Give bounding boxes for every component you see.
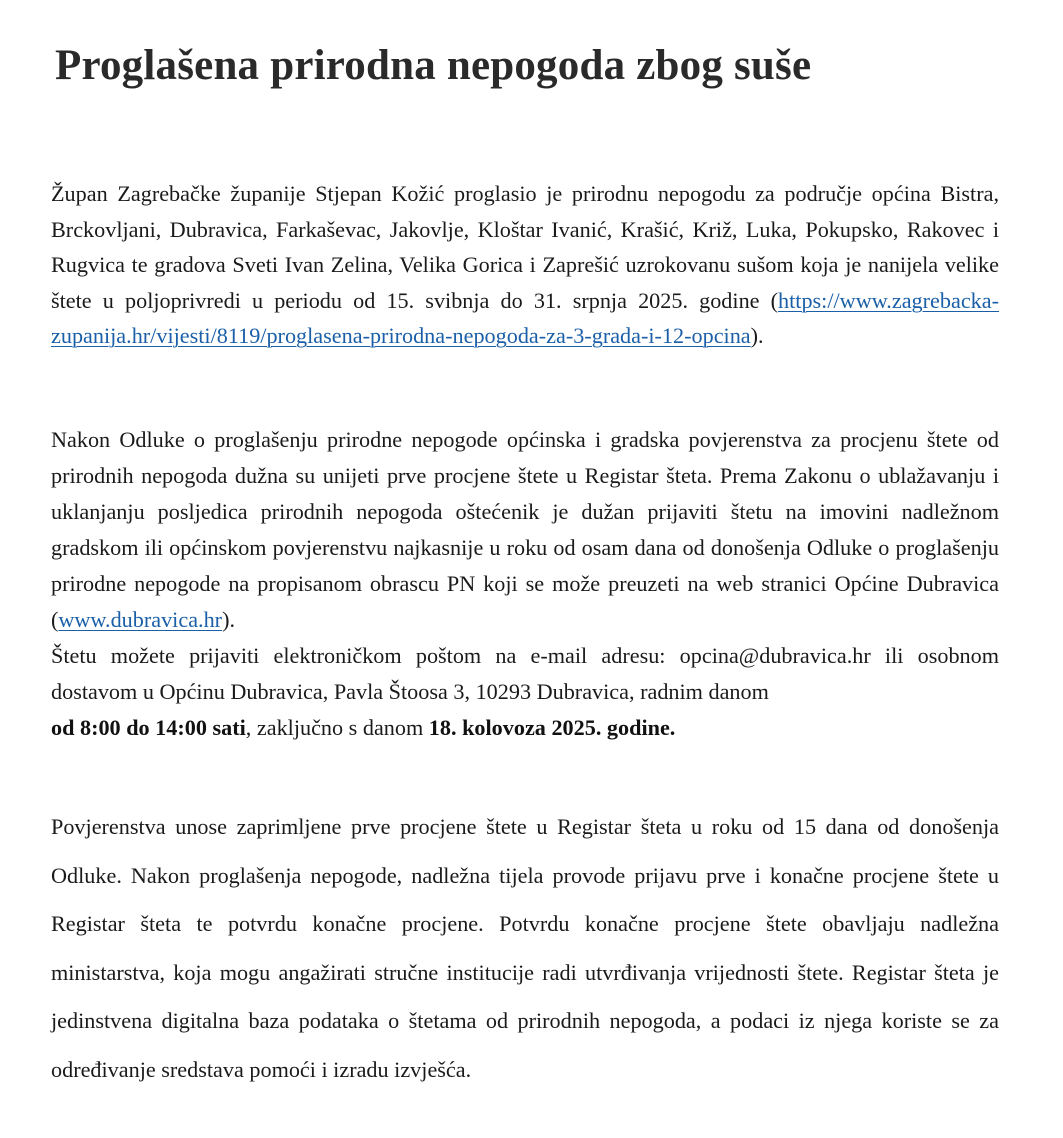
paragraph-procedure-end: ). xyxy=(222,607,236,632)
deadline-date: 18. kolovoza 2025. godine. xyxy=(428,715,676,740)
paragraph-procedure xyxy=(51,422,999,746)
page-title: Proglašena prirodna nepogoda zbog suše xyxy=(55,42,812,89)
paragraph-procedure-text: Nakon Odluke o proglašenju prirodne nepogode općinska i gradska povjerenstva za procjenu štete od prirodnih nepogoda dužna su unijeti prve procjene štete u Registar šteta. Prema Zakonu o ublažavanju i uklanjanju posljedica prirodnih nepogoda oštećenik je dužan prijaviti štetu na imovini nadležnom gradskom ili općinskom povjerenstvu najkasnije u roku od osam dana od donošenja Odluke o proglašenju prirodne nepogode na propisanom obrascu PN koji se može preuzeti na web stranici Općine Dubravica ( xyxy=(51,427,999,632)
contact-info-text: Štetu možete prijaviti elektroničkom poštom na e-mail adresu: opcina@dubravica.hr ili osobnom dostavom u Općinu Dubravica, Pavla Štoosa 3, 10293 Dubravica, radnim danom xyxy=(51,643,999,704)
county-news-link[interactable]: https://www.zagrebacka-zupanija.hr/vijesti/8119/proglasena-prirodna-nepogoda-za-3-grada-i-12-opcina xyxy=(51,287,999,348)
paragraph-register: Povjerenstva unose zaprimljene prve procjene štete u Registar šteta u roku od 15 dana od donošenja Odluke. Nakon proglašenja nepogode, nadležna tijela provode prijavu prve i konačne procjene štete u Registar šteta te potvrdu konačne procjene. Potvrdu konačne procjene štete obavljaju nadležna ministarstva, koja mogu angažirati stručne institucije radi utvrđivanja vrijednosti štete. Registar šteta je jedinstvena digitalna baza podataka o štetama od prirodnih nepogoda, a podaci iz njega koriste se za određivanje sredstava pomoći i izradu izvješća. xyxy=(51,814,999,1082)
deadline-intro: , zaključno s danom xyxy=(245,715,429,740)
municipality-website-link[interactable]: www.dubravica.hr xyxy=(58,607,223,632)
paragraph-declaration-text: Župan Zagrebačke županije Stjepan Kožić proglasio je prirodnu nepogodu za područje općina Bistra, Brckovljani, Dubravica, Farkaševac, Jakovlje, Kloštar Ivanić, Krašić, Križ, Luka, Pokupsko, Rakovec i Rugvica te gradova Sveti Ivan Zelina, Velika Gorica i Zaprešić uzrokovanu sušom koja je nanijela velike štete u poljoprivredi u periodu od 15. svibnja do 31. srpnja 2025. godine ( xyxy=(51,181,999,313)
office-hours: od 8:00 do 14:00 sati xyxy=(51,715,246,740)
paragraph-declaration-end: ). xyxy=(750,323,764,348)
paragraph-declaration xyxy=(51,176,999,354)
